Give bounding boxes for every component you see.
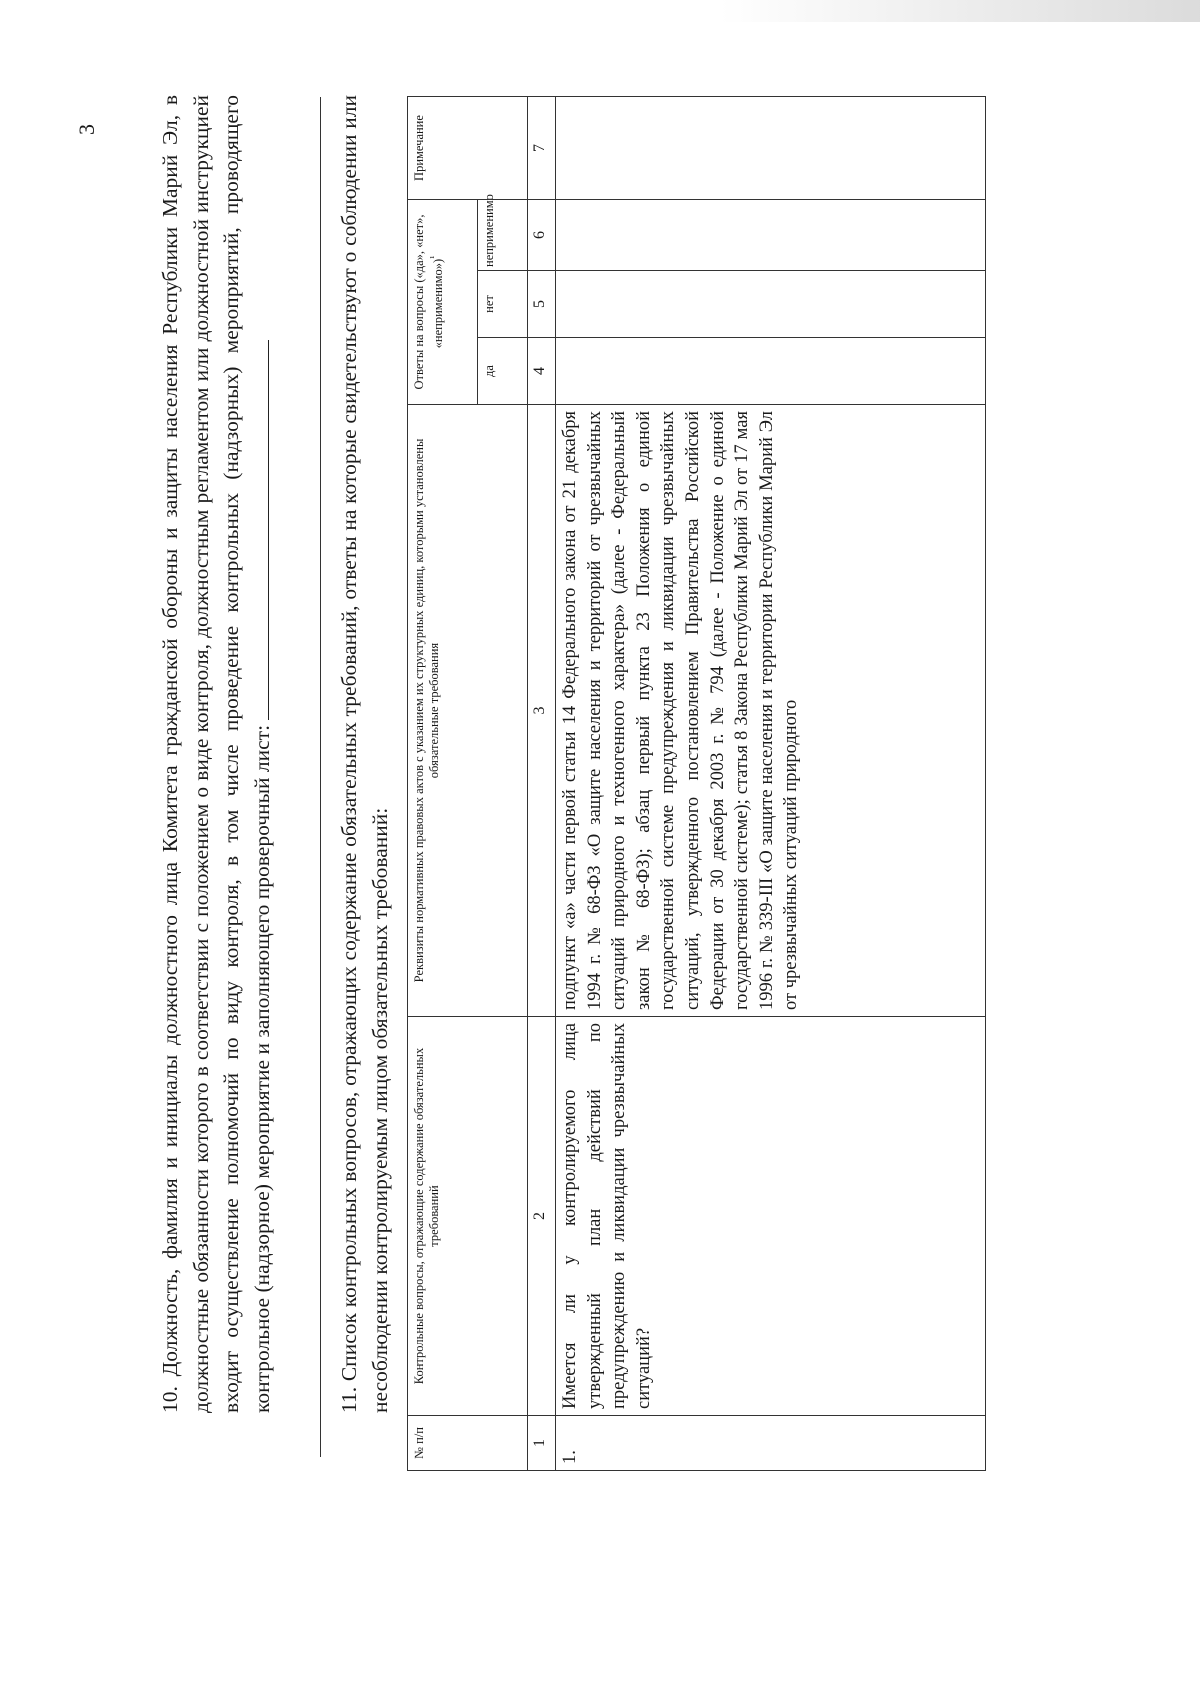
paragraph-11: 11. Список контрольных вопросов, отражающих содержание обязательных требований, ответы на которые свидетельствуют о соблюдении или несоблюдении контролируемым лицом обязательных требований: [337, 95, 392, 1413]
header-answers [407, 199, 478, 405]
header-yes: да [477, 337, 528, 405]
header-note: Примечание [407, 96, 528, 200]
column-number-2: 2 [527, 1016, 556, 1416]
header-num: № п/п [407, 1415, 528, 1471]
header-na: неприменимо [477, 199, 528, 271]
header-answers-text: Ответы на вопросы («да», «нет», «неприменимо») [412, 214, 446, 390]
paragraph-10 [155, 95, 277, 1413]
page-number: 3 [74, 124, 99, 135]
column-number-3: 3 [527, 404, 556, 1017]
column-number-1: 1 [527, 1415, 556, 1471]
separator-line [320, 97, 321, 1457]
row-1-question: Имеется ли у контролируемого лица утвержденный план действий по предупреждению и ликвидации чрезвычайных ситуаций? [555, 1016, 986, 1416]
paragraph-10-text: 10. Должность, фамилия и инициалы должностного лица Комитета гражданской обороны и защиты населения Республики Марий Эл, в должностные обязанности которого в соответствии с положением о виде контроля, должностным регламентом или должностной инструкцией входит осуществление полномочий по виду контроля, в том числе проведение контрольных (надзорных) мероприятий, проводящего контрольное (надзорное) мероприятие и заполняющего проверочный лист: [158, 95, 274, 1413]
row-1-requisites: подпункт «а» части первой статьи 14 Федерального закона от 21 декабря 1994 г. № 68-ФЗ «О защите населения и территорий от чрезвычайных ситуаций природного и техногенного характера» (далее - Федеральный закон № 68-ФЗ); абзац первый пункта 23 Положения о единой государственной системе предупреждения и ликвидации чрезвычайных ситуаций, утвержденного постановлением Правительства Российской Федерации от 30 декабря 2003 г. № 794 (далее - Положение о единой государственной системе); статья 8 Закона Республики Марий Эл от 17 мая 1996 г. № 339-III «О защите населения и территории Республики Марий Эл от чрезвычайных ситуаций природного [555, 404, 986, 1017]
column-number-4: 4 [527, 337, 556, 405]
row-1-note[interactable] [555, 96, 986, 200]
header-answers-footnote: ¹ [429, 255, 440, 259]
header-no: нет [477, 270, 528, 338]
row-1-num: 1. [555, 1415, 986, 1471]
row-1-na[interactable] [555, 199, 986, 271]
row-1-no[interactable] [555, 270, 986, 338]
column-number-7: 7 [527, 96, 556, 200]
row-1-yes[interactable] [555, 337, 986, 405]
column-number-5: 5 [527, 270, 556, 338]
checklist-table [408, 95, 986, 1470]
header-questions: Контрольные вопросы, отражающие содержание обязательных требований [407, 1016, 528, 1416]
column-number-6: 6 [527, 199, 556, 271]
header-requisites: Реквизиты нормативных правовых актов с указанием их структурных единиц, которыми установлены обязательные требования [407, 404, 528, 1017]
signature-blank-line [250, 340, 269, 720]
